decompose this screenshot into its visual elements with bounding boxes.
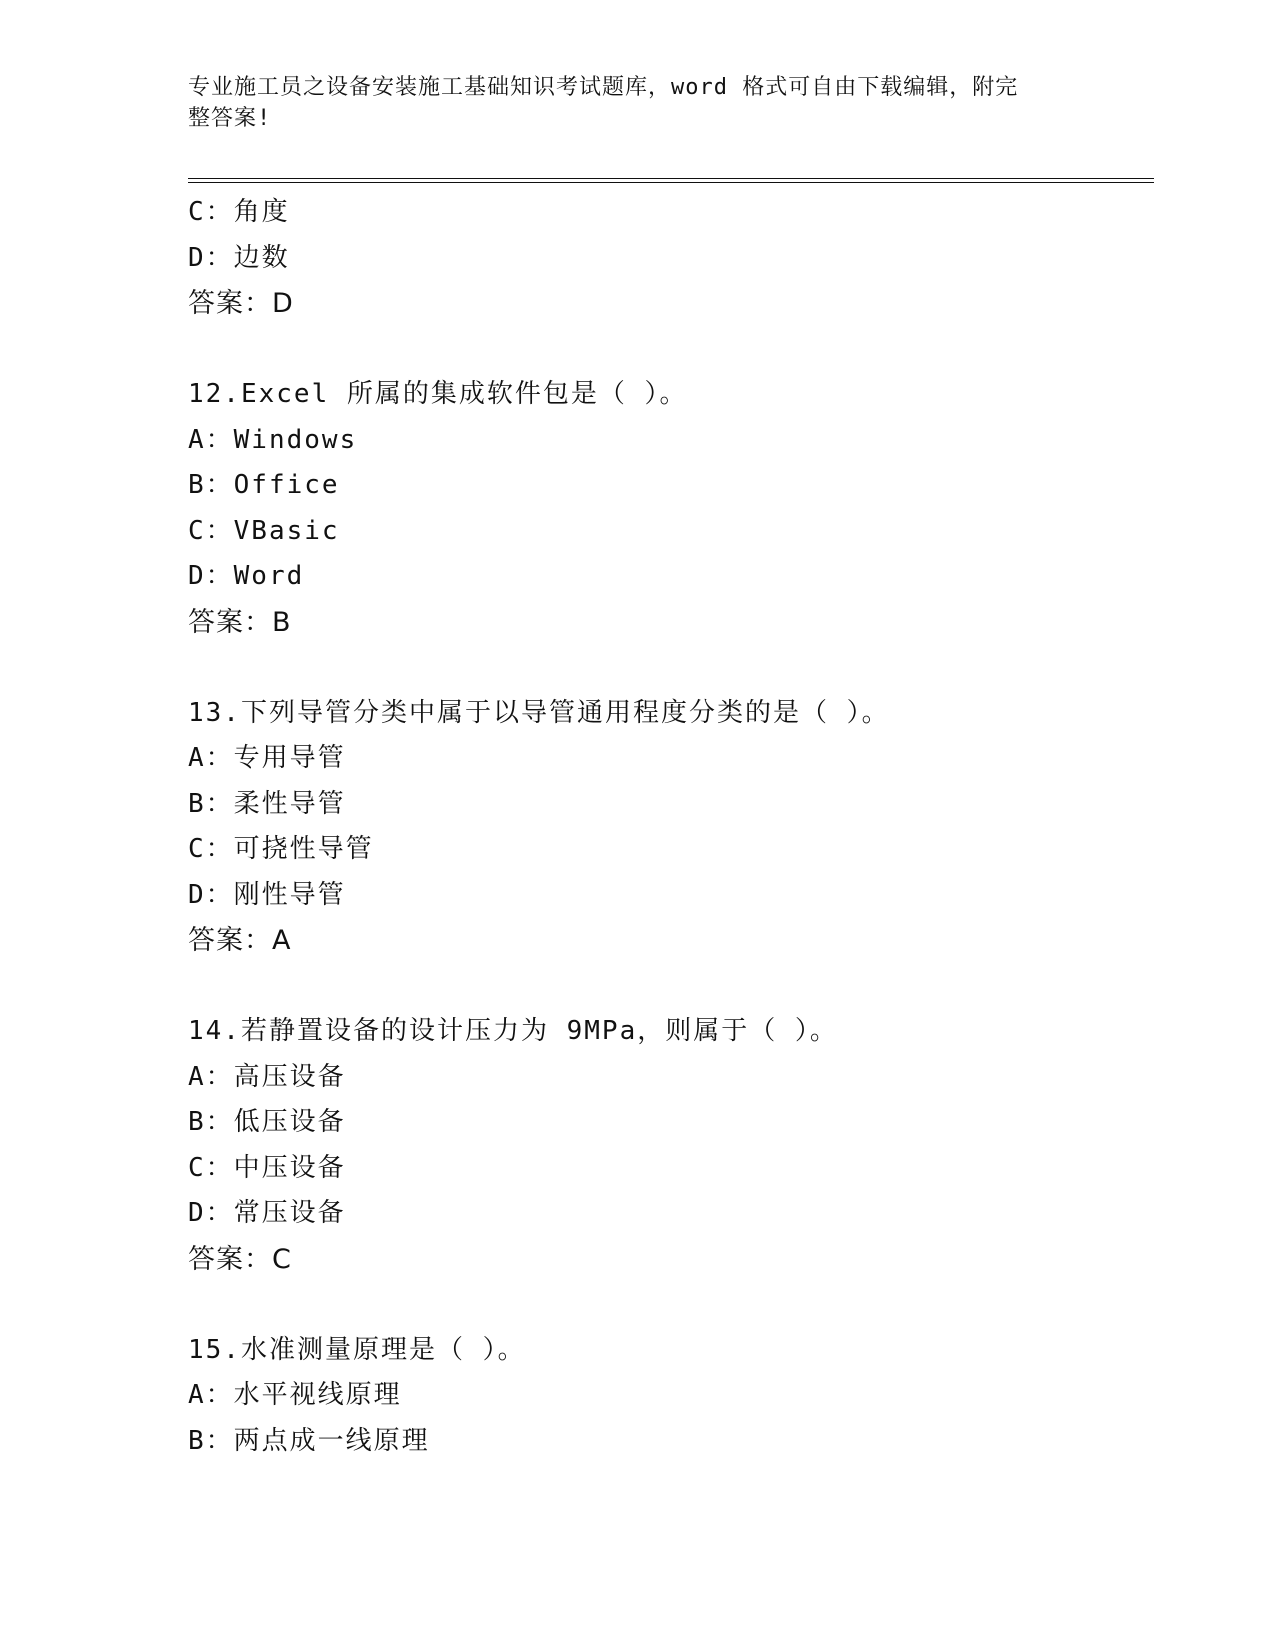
spacer	[188, 964, 1148, 1010]
question-15	[188, 1328, 1148, 1465]
option-d: D：常压设备	[188, 1198, 346, 1228]
header-divider-bottom	[188, 182, 1154, 183]
option-b: B：低压设备	[188, 1107, 346, 1137]
spacer	[188, 327, 1148, 373]
question-12	[188, 372, 1148, 645]
option-b: B：两点成一线原理	[188, 1425, 430, 1456]
question-stem: 15.水准测量原理是（ ）。	[188, 1334, 526, 1365]
question-stem: 14.若静置设备的设计压力为 9MPa，则属于（ ）。	[188, 1016, 838, 1046]
document-header	[188, 72, 1078, 134]
option-c: C：可挠性导管	[188, 834, 374, 864]
option-c: C：VBasic	[188, 515, 340, 546]
question-stem: 13.下列导管分类中属于以导管通用程度分类的是（ ）。	[188, 697, 890, 728]
question-13	[188, 691, 1148, 964]
option-d: D：Word	[188, 561, 305, 591]
answer-line: 答案：D	[188, 288, 294, 319]
option-b: B：Office	[188, 470, 340, 500]
answer-line: 答案：B	[188, 606, 292, 638]
option-d: D：刚性导管	[188, 879, 346, 910]
header-title-line-2: 整答案!	[188, 106, 272, 131]
question-14	[188, 1009, 1148, 1282]
spacer	[188, 1282, 1148, 1328]
option-a: A：专用导管	[188, 743, 346, 773]
header-divider-top	[188, 178, 1154, 179]
question-list	[188, 190, 1148, 1464]
answer-line: 答案：A	[188, 925, 292, 956]
option-a: A：水平视线原理	[188, 1380, 402, 1410]
option-c: C：角度	[188, 197, 290, 227]
option-a: A：高压设备	[188, 1061, 346, 1092]
header-title-line-1: 专业施工员之设备安装施工基础知识考试题库，word 格式可自由下载编辑，附完	[188, 75, 1019, 100]
answer-line: 答案：C	[188, 1243, 292, 1275]
spacer	[188, 645, 1148, 691]
option-b: B：柔性导管	[188, 788, 346, 819]
question-11-tail	[188, 190, 1148, 327]
option-a: A：Windows	[188, 424, 358, 455]
option-c: C：中压设备	[188, 1152, 346, 1183]
question-stem: 12.Excel 所属的集成软件包是（ ）。	[188, 379, 688, 409]
option-d: D：边数	[188, 242, 290, 273]
